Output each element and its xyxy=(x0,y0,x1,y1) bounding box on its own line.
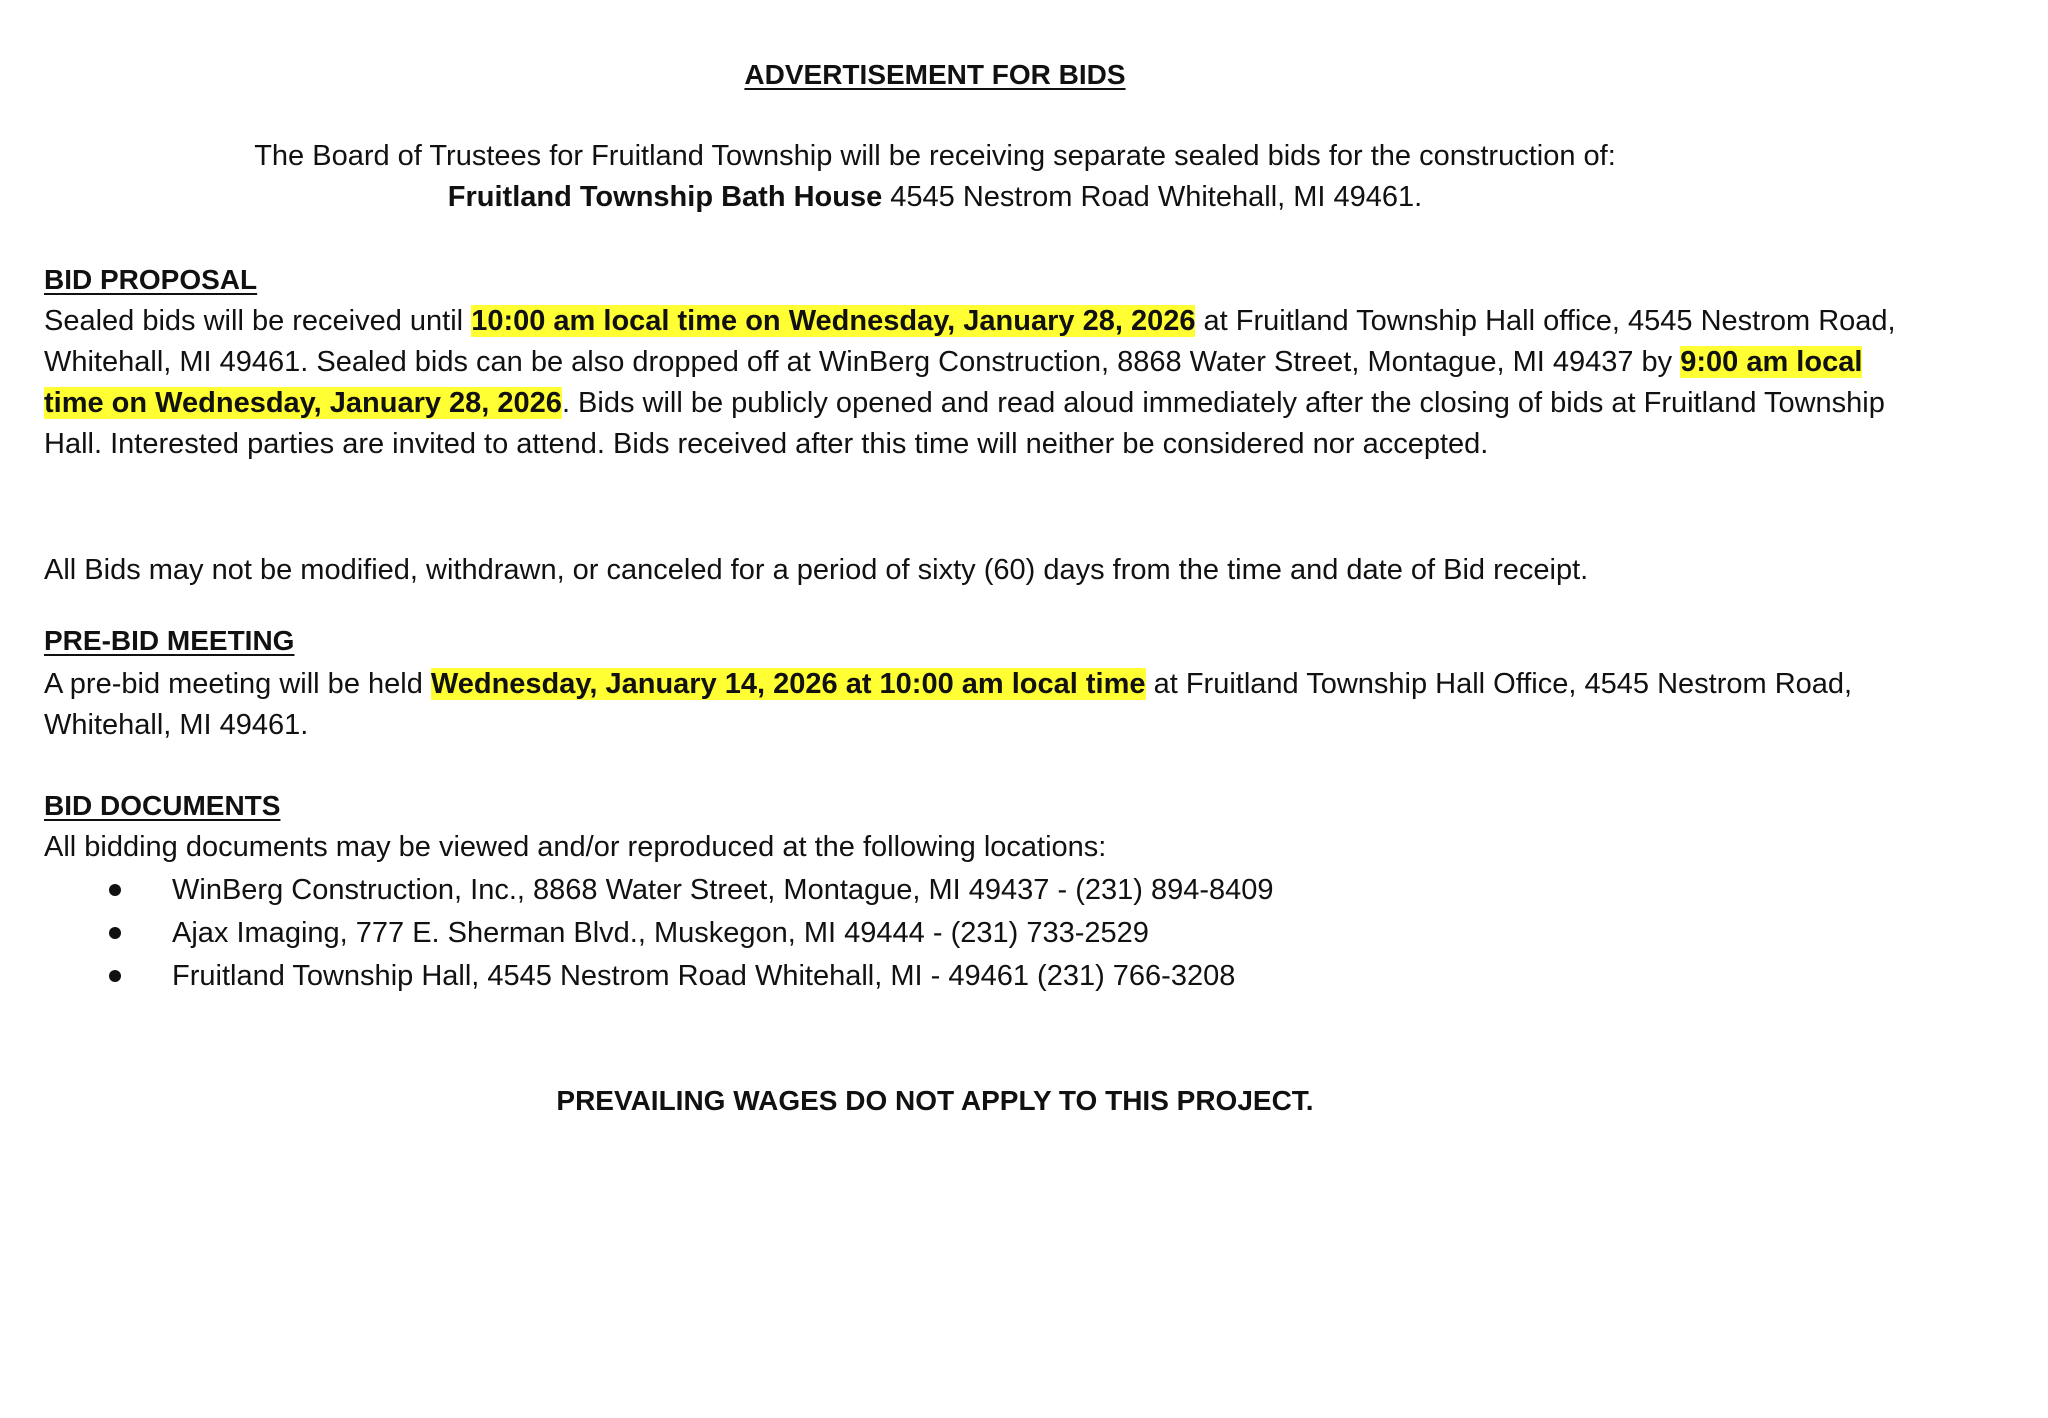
pre-bid-meeting-heading: PRE-BID MEETING xyxy=(44,625,295,656)
pre-bid-meeting-paragraph xyxy=(44,664,2034,746)
prevailing-wages-notice: PREVAILING WAGES DO NOT APPLY TO THIS PROJECT. xyxy=(556,1085,1314,1116)
list-item xyxy=(0,869,2048,912)
bid-proposal-text: at Fruitland Township Hall office, 4545 Nestrom Road, xyxy=(1195,305,1896,337)
modification-notice-text: All Bids may not be modified, withdrawn, or canceled for a period of sixty (60) days from the time and date of Bid receipt. xyxy=(44,554,1589,586)
dropoff-deadline-highlight: time on Wednesday, January 28, 2026 xyxy=(44,387,562,419)
project-name: Fruitland Township Bath House xyxy=(447,181,883,213)
project-line xyxy=(0,177,1870,218)
location-text: Ajax Imaging, 777 E. Sherman Blvd., Muskegon, MI 49444 - (231) 733-2529 xyxy=(172,917,1149,949)
bid-documents-intro xyxy=(44,827,2034,868)
bid-proposal-line-3 xyxy=(44,383,2034,424)
document-locations-list xyxy=(0,869,2048,998)
pre-bid-line-2: Whitehall, MI 49461. xyxy=(44,709,309,741)
list-item xyxy=(0,955,2048,998)
bid-proposal-line-1 xyxy=(44,301,2034,342)
dropoff-deadline-highlight: 9:00 am local xyxy=(1680,346,1863,378)
bullet-icon xyxy=(109,970,121,982)
location-text: Fruitland Township Hall, 4545 Nestrom Road Whitehall, MI - 49461 (231) 766-3208 xyxy=(172,960,1236,992)
list-item xyxy=(0,912,2048,955)
bid-proposal-line-2 xyxy=(44,342,2034,383)
bid-proposal-heading: BID PROPOSAL xyxy=(44,264,258,295)
bid-proposal-line-4: Hall. Interested parties are invited to attend. Bids received after this time will neither be considered nor accepted. xyxy=(44,428,1489,460)
bullet-icon xyxy=(109,884,121,896)
bid-proposal-text: Whitehall, MI 49461. Sealed bids can be also dropped off at WinBerg Construction, 8868 Water Street, Montague, MI 49437 by xyxy=(44,346,1681,378)
bid-proposal-paragraph xyxy=(44,301,2034,465)
location-text: WinBerg Construction, Inc., 8868 Water Street, Montague, MI 49437 - (231) 894-8409 xyxy=(172,874,1274,906)
pre-bid-date-highlight: Wednesday, January 14, 2026 at 10:00 am local time xyxy=(430,668,1146,700)
pre-bid-text: at Fruitland Township Hall Office, 4545 Nestrom Road, xyxy=(1145,668,1853,700)
bid-proposal-text: . Bids will be publicly opened and read aloud immediately after the closing of bids at Fruitland Township xyxy=(561,387,1885,419)
bid-proposal-text: Sealed bids will be received until xyxy=(44,305,472,337)
bid-documents-intro-text: All bidding documents may be viewed and/or reproduced at the following locations: xyxy=(44,831,1107,863)
bid-documents-heading: BID DOCUMENTS xyxy=(44,790,281,821)
document-title: ADVERTISEMENT FOR BIDS xyxy=(744,59,1126,90)
intro-line: The Board of Trustees for Fruitland Township will be receiving separate sealed bids for the construction of: xyxy=(254,140,1616,172)
bullet-icon xyxy=(109,927,121,939)
bid-deadline-highlight: 10:00 am local time on Wednesday, January 28, 2026 xyxy=(471,305,1196,337)
pre-bid-line-1 xyxy=(44,664,2034,705)
project-address: 4545 Nestrom Road Whitehall, MI 49461. xyxy=(882,181,1423,213)
pre-bid-text: A pre-bid meeting will be held xyxy=(44,668,431,700)
modification-notice xyxy=(44,550,2034,591)
